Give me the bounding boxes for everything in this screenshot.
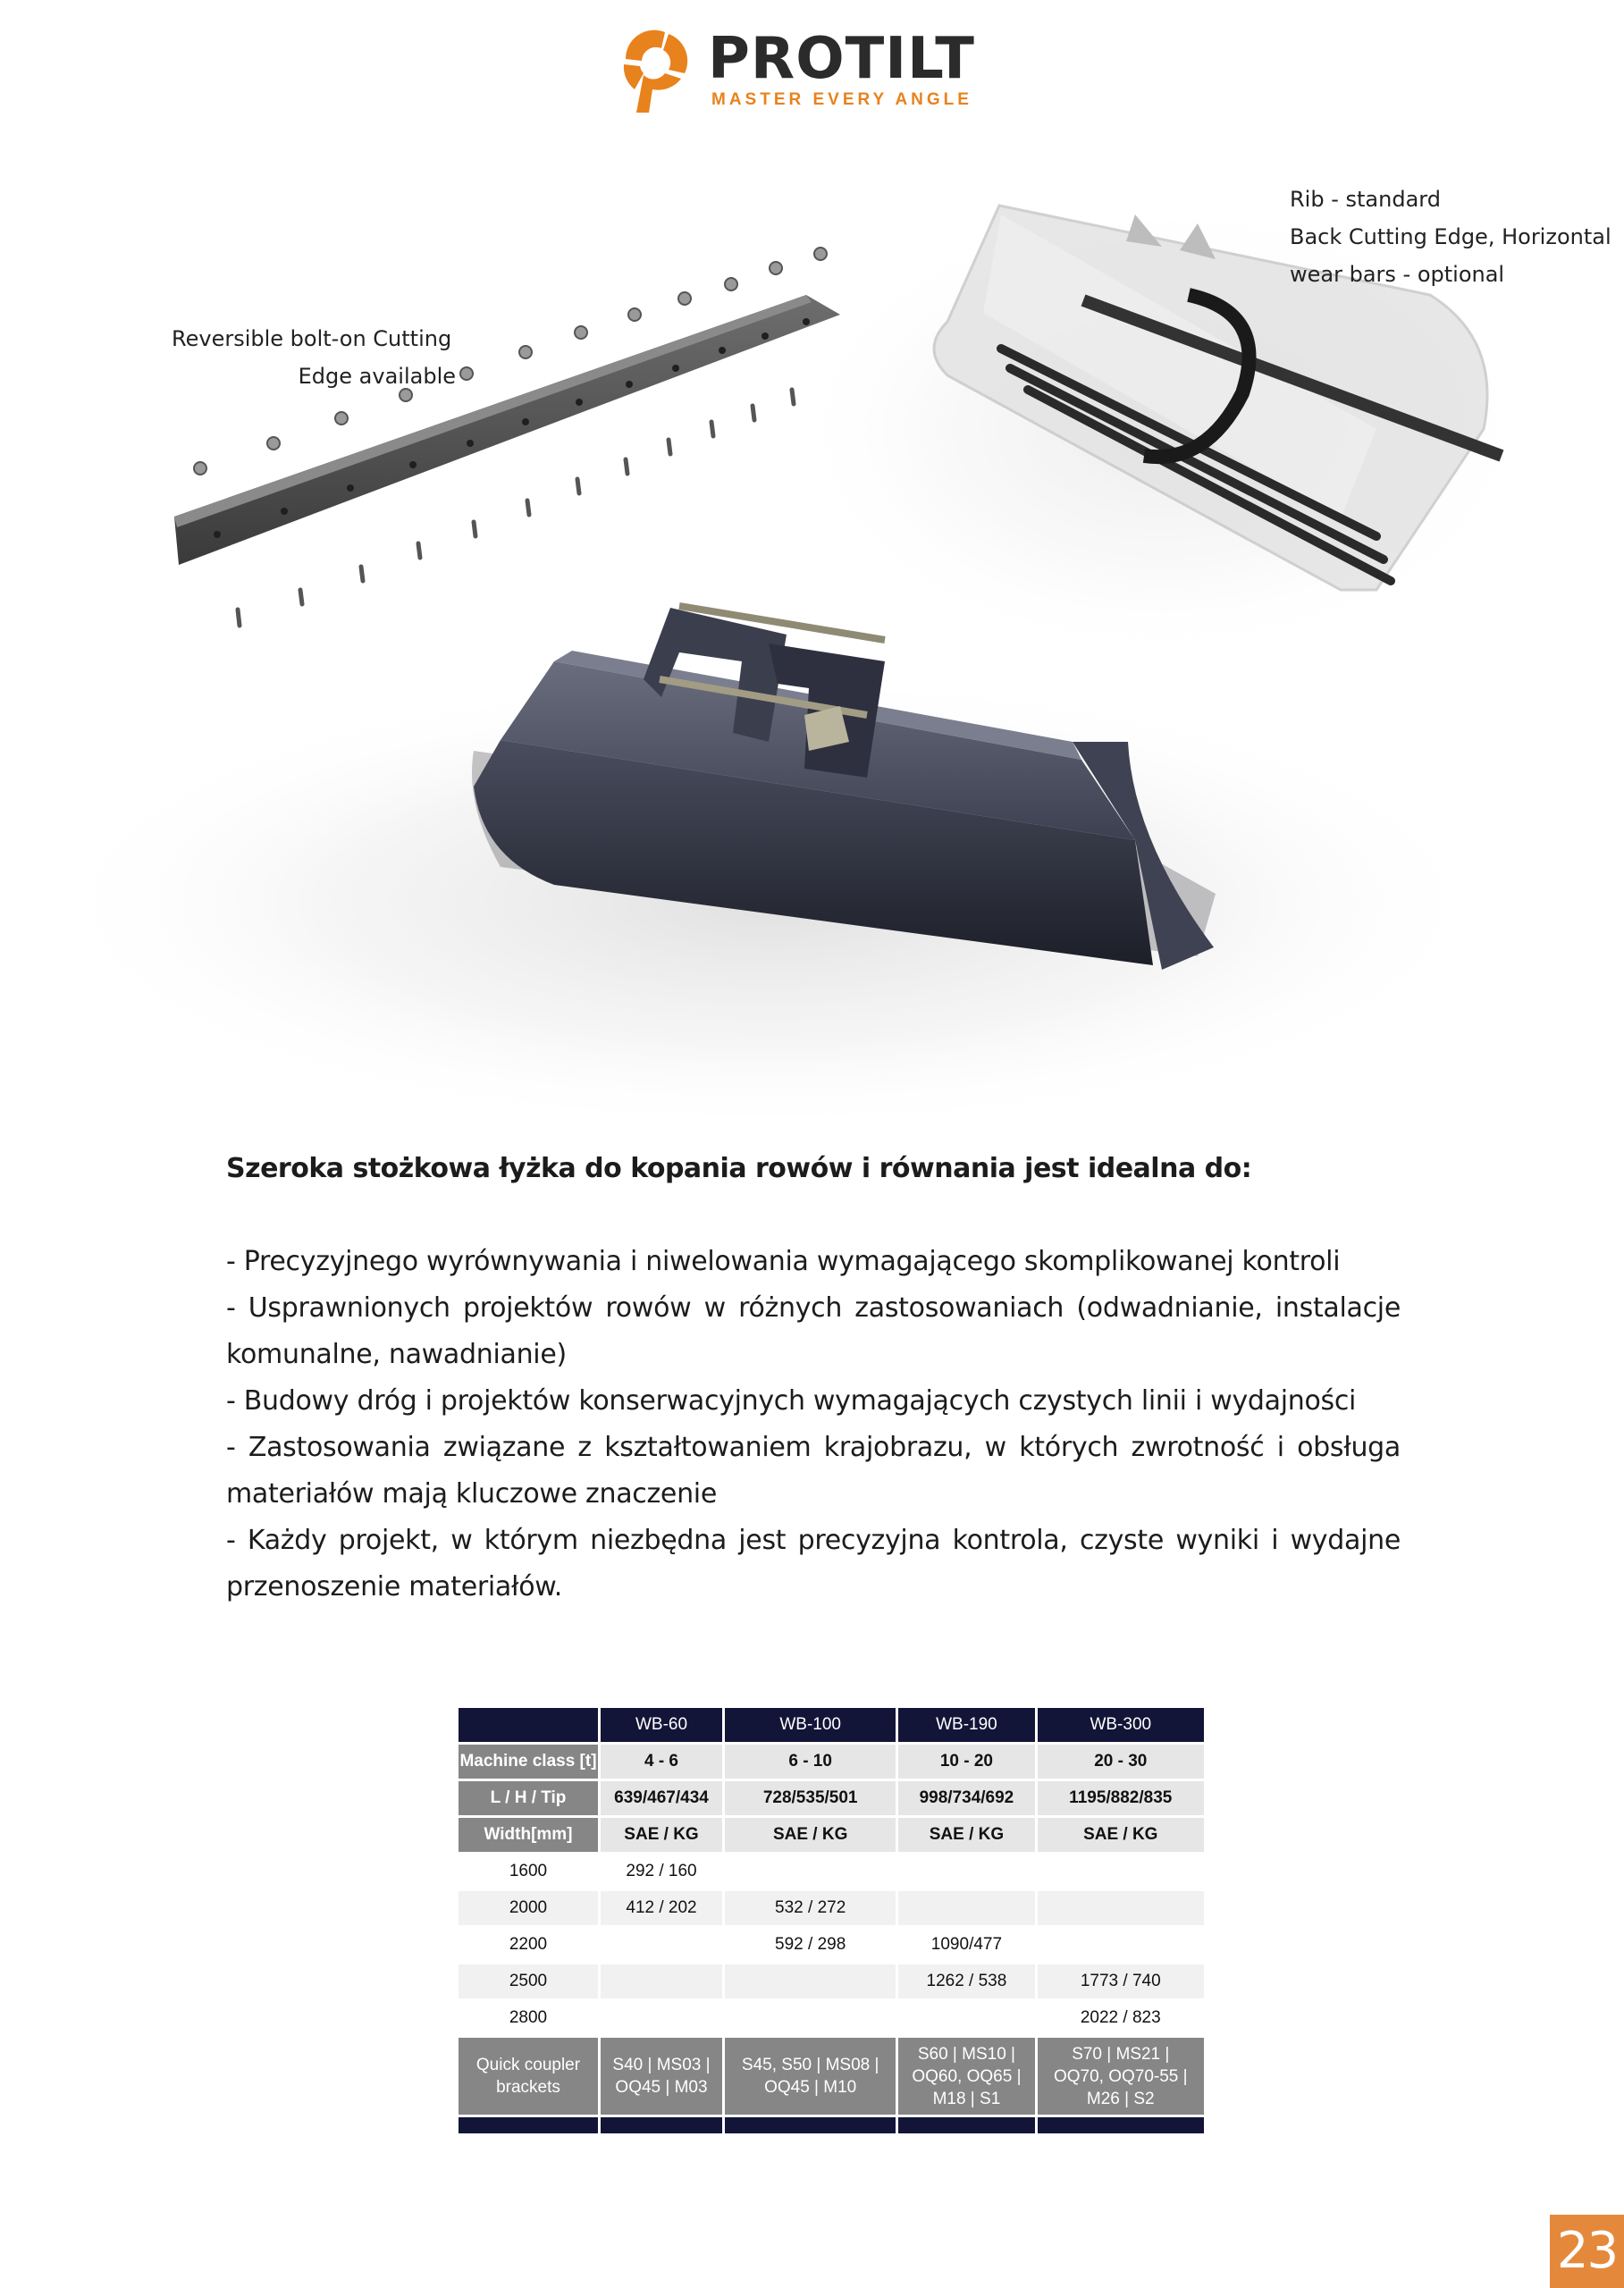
- width-cell: 2200: [459, 1928, 598, 1962]
- table-cell: 592 / 298: [725, 1928, 896, 1962]
- model-header: WB-60: [601, 1708, 722, 1742]
- table-cell: 10 - 20: [898, 1745, 1034, 1779]
- table-cell: [898, 2038, 1034, 2115]
- row-label: Machine class [t]: [459, 1745, 598, 1779]
- brand-name: PROTILT: [708, 26, 975, 92]
- cell-line: S70 | MS21 |: [1072, 2044, 1170, 2064]
- table-cell: 4 - 6: [601, 1745, 722, 1779]
- width-cell: 2000: [459, 1891, 598, 1925]
- table-cell: [601, 1928, 722, 1962]
- brand-tagline: MASTER EVERY ANGLE: [711, 90, 972, 109]
- table-row: [459, 1928, 1204, 1962]
- callout-cutting-edge: [172, 320, 456, 395]
- table-cell: [725, 1964, 896, 1998]
- callout-line: Rib - standard: [1290, 187, 1441, 212]
- callout-wear-bars: [1290, 181, 1611, 293]
- spec-table: [456, 1705, 1207, 2136]
- table-cell: [601, 2001, 722, 2035]
- product-illustrations: [0, 161, 1624, 1216]
- table-row: [459, 2001, 1204, 2035]
- cell-line: OQ45 | M03: [615, 2078, 708, 2097]
- table-cell: [1038, 2038, 1204, 2115]
- description-bullet: - Każdy projekt, w którym niezbędna jest precyzyjna kontrola, czyste wyniki i wydajne przenoszenie materiałów.: [226, 1525, 1401, 1602]
- callout-line: Reversible bolt-on Cutting: [172, 326, 452, 351]
- table-cell: [898, 1855, 1034, 1888]
- model-header: WB-190: [898, 1708, 1034, 1742]
- table-cell: SAE / KG: [898, 1818, 1034, 1852]
- table-header-row: [459, 1708, 1204, 1742]
- machine-class-row: [459, 1745, 1204, 1779]
- width-cell: 2500: [459, 1964, 598, 1998]
- table-row: [459, 1891, 1204, 1925]
- cell-line: OQ45 | M10: [764, 2078, 857, 2097]
- page-number: 23: [1550, 2215, 1624, 2288]
- table-cell: SAE / KG: [725, 1818, 896, 1852]
- row-label: [459, 2038, 598, 2115]
- table-cell: 412 / 202: [601, 1891, 722, 1925]
- table-cell: SAE / KG: [601, 1818, 722, 1852]
- row-label: L / H / Tip: [459, 1781, 598, 1815]
- table-footer-row: [459, 2117, 1204, 2133]
- model-header: WB-300: [1038, 1708, 1204, 1742]
- table-cell: 728/535/501: [725, 1781, 896, 1815]
- table-cell: [725, 2001, 896, 2035]
- cell-line: M26 | S2: [1086, 2089, 1155, 2108]
- footer-cell: [1038, 2117, 1204, 2133]
- row-label: Width[mm]: [459, 1818, 598, 1852]
- model-header: WB-100: [725, 1708, 896, 1742]
- cell-line: Quick coupler: [475, 2056, 581, 2074]
- footer-cell: [898, 2117, 1034, 2133]
- protilt-logo-icon: [617, 23, 697, 116]
- description-heading: Szeroka stożkowa łyżka do kopania rowów i równania jest idealna do:: [226, 1153, 1252, 1184]
- cell-line: brackets: [496, 2078, 560, 2097]
- table-cell: SAE / KG: [1038, 1818, 1204, 1852]
- product-description: [226, 1146, 1401, 1611]
- table-cell: [898, 2001, 1034, 2035]
- footer-cell: [725, 2117, 896, 2133]
- callout-line: Back Cutting Edge, Horizontal: [1290, 224, 1611, 249]
- brand-logo: [617, 23, 975, 116]
- table-cell: [1038, 1855, 1204, 1888]
- table-cell: [1038, 1891, 1204, 1925]
- table-cell: [898, 1891, 1034, 1925]
- cell-line: S45, S50 | MS08 |: [741, 2056, 879, 2074]
- cell-line: S40 | MS03 |: [612, 2056, 711, 2074]
- table-cell: 1262 / 538: [898, 1964, 1034, 1998]
- callout-line: wear bars - optional: [1290, 262, 1505, 287]
- cell-line: M18 | S1: [932, 2089, 1001, 2108]
- cell-line: S60 | MS10 |: [917, 2044, 1015, 2064]
- callout-line: Edge available: [298, 364, 456, 389]
- cutting-edge-illustration: [174, 248, 840, 626]
- quick-coupler-row: [459, 2038, 1204, 2115]
- table-cell: 1773 / 740: [1038, 1964, 1204, 1998]
- cell-line: OQ70, OQ70-55 |: [1053, 2066, 1188, 2086]
- table-cell: 20 - 30: [1038, 1745, 1204, 1779]
- description-bullet: - Zastosowania związane z kształtowaniem krajobrazu, w których zwrotność i obsługa materiałów mają kluczowe znaczenie: [226, 1432, 1401, 1510]
- table-corner-cell: [459, 1708, 598, 1742]
- cell-line: OQ60, OQ65 |: [912, 2066, 1022, 2086]
- table-row: [459, 1855, 1204, 1888]
- table-cell: 6 - 10: [725, 1745, 896, 1779]
- table-cell: 998/734/692: [898, 1781, 1034, 1815]
- table-cell: 639/467/434: [601, 1781, 722, 1815]
- width-header-row: [459, 1818, 1204, 1852]
- table-cell: [601, 1964, 722, 1998]
- table-cell: 1090/477: [898, 1928, 1034, 1962]
- footer-cell: [459, 2117, 598, 2133]
- dimensions-row: [459, 1781, 1204, 1815]
- description-bullet: - Precyzyjnego wyrównywania i niwelowania wymagającego skomplikowanej kontroli: [226, 1246, 1341, 1277]
- footer-cell: [601, 2117, 722, 2133]
- width-cell: 2800: [459, 2001, 598, 2035]
- table-cell: [725, 2038, 896, 2115]
- width-cell: 1600: [459, 1855, 598, 1888]
- table-cell: 1195/882/835: [1038, 1781, 1204, 1815]
- description-bullet: - Budowy dróg i projektów konserwacyjnych wymagających czystych linii i wydajności: [226, 1385, 1357, 1417]
- table-row: [459, 1964, 1204, 1998]
- description-bullet: - Usprawnionych projektów rowów w różnych zastosowaniach (odwadnianie, instalacje komunalne, nawadnianie): [226, 1292, 1401, 1370]
- table-cell: [1038, 1928, 1204, 1962]
- table-cell: 2022 / 823: [1038, 2001, 1204, 2035]
- table-cell: [725, 1855, 896, 1888]
- table-cell: 532 / 272: [725, 1891, 896, 1925]
- table-cell: 292 / 160: [601, 1855, 722, 1888]
- table-cell: [601, 2038, 722, 2115]
